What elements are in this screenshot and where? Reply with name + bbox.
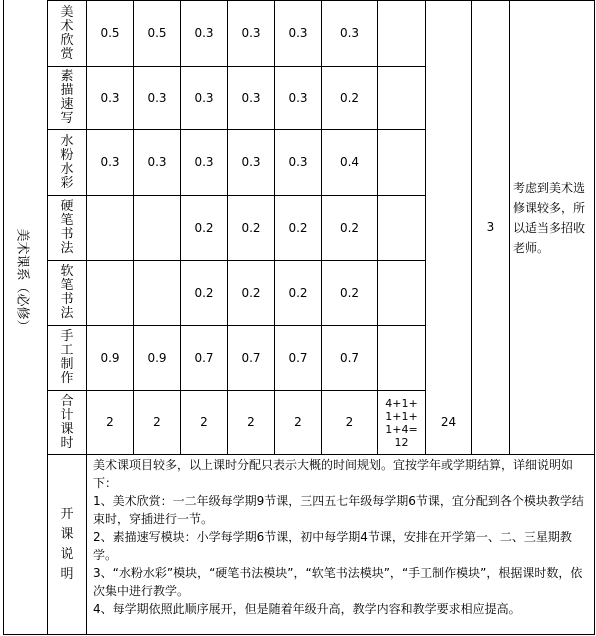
explanation-label-text: 开课说明 [60, 506, 74, 582]
table-cell: 0.2 [288, 220, 308, 235]
merged-value: 3 [486, 220, 495, 234]
table-cell: 0.3 [194, 26, 214, 40]
table-cell: 0.5 [147, 26, 167, 40]
row-label-text: 合计课时 [60, 393, 74, 451]
row-label [48, 326, 86, 390]
table-cell: 0.3 [194, 155, 214, 169]
table-cell: 0.2 [339, 220, 360, 235]
table-cell: 0.3 [241, 155, 261, 169]
table-cell: 0.2 [241, 285, 261, 300]
note: 考虑到美术选修课较多，所以适当多招收老师。 [513, 181, 586, 255]
table-cell: 0.3 [288, 26, 308, 40]
row-label [48, 1, 86, 66]
row-label-text: 手工制作 [60, 329, 74, 386]
table-cell: 2 [153, 415, 161, 429]
category-label [3, 180, 45, 380]
table-cell: 0.3 [100, 155, 120, 169]
explanation-label [48, 455, 86, 634]
row-label [48, 196, 86, 260]
table-cell: 0.3 [241, 26, 261, 40]
row-label [48, 67, 86, 129]
explanation-line: 1、美术欣赏：一二年级每学期9节课，三四五七年级每学期6节课，宜分配到各个模块教学结束时，穿插进行一节。 [93, 494, 584, 526]
table-cell: 0.7 [194, 350, 214, 365]
row-label [48, 391, 86, 454]
table-cell [134, 261, 180, 325]
table-cell: 0.4 [339, 155, 360, 169]
row-label-text: 美术欣赏 [60, 4, 74, 62]
row-label-text: 水粉水彩 [60, 133, 74, 191]
table-cell: 2 [345, 415, 354, 429]
explanation-text [93, 456, 591, 618]
table-cell: 0.3 [147, 90, 167, 105]
table-cell: 0.3 [241, 90, 261, 105]
table-cell: 0.2 [288, 285, 308, 300]
table-cell: 0.9 [147, 350, 167, 365]
row-label-text: 素描速写 [60, 69, 74, 126]
table-cell: 0.3 [100, 90, 120, 105]
table-cell: 0.5 [100, 26, 120, 40]
table-cell [87, 196, 133, 260]
table-cell: 0.9 [100, 350, 120, 365]
explanation-line: 3、“水粉水彩”模块，“硬笔书法模块”，“软笔书法模块”，“手工制作模块”，根据课时数，依次集中进行教学。 [93, 566, 583, 598]
table-cell: 2 [294, 415, 302, 429]
table-cell: 0.2 [241, 220, 261, 235]
table-cell: 0.2 [194, 220, 214, 235]
explanation-line: 4、每学期依照此顺序展开，但是随着年级升高，教学内容和教学要求相应提高。 [93, 602, 521, 616]
explanation-line: 2、素描速写模块：小学每学期6节课，初中每学期4节课，安排在开学第一、二、三星期教学。 [93, 530, 572, 562]
row-label [48, 261, 86, 325]
table-cell [87, 261, 133, 325]
explanation-line: 美术课项目较多，以上课时分配只表示大概的时间规划。宜按学年或学期结算，详细说明如下： [93, 458, 574, 490]
table-cell [134, 196, 180, 260]
merged-value-cell [472, 1, 509, 454]
table-cell: 4+1+1+1+1+4=12 [385, 396, 418, 449]
row-label-text: 硬笔书法 [60, 199, 74, 256]
row-label-text: 软笔书法 [60, 264, 74, 321]
table-cell: 0.2 [339, 90, 360, 105]
table-cell: 2 [106, 415, 114, 429]
table-cell: 2 [200, 415, 208, 429]
table-cell: 0.2 [194, 285, 214, 300]
row-label [48, 130, 86, 195]
table-cell: 0.3 [147, 155, 167, 169]
table-cell: 0.3 [288, 155, 308, 169]
table-cell: 0.3 [339, 26, 360, 40]
table-cell: 0.2 [339, 285, 360, 300]
table-cell: 24 [440, 415, 457, 429]
table-cell: 0.7 [241, 350, 261, 365]
table-cell: 0.7 [339, 350, 360, 365]
table-cell: 2 [247, 415, 255, 429]
table-cell: 0.7 [288, 350, 308, 365]
category-text: 美术课系（必修） [14, 227, 30, 333]
table-cell: 0.3 [288, 90, 308, 105]
table-cell: 0.3 [194, 90, 214, 105]
